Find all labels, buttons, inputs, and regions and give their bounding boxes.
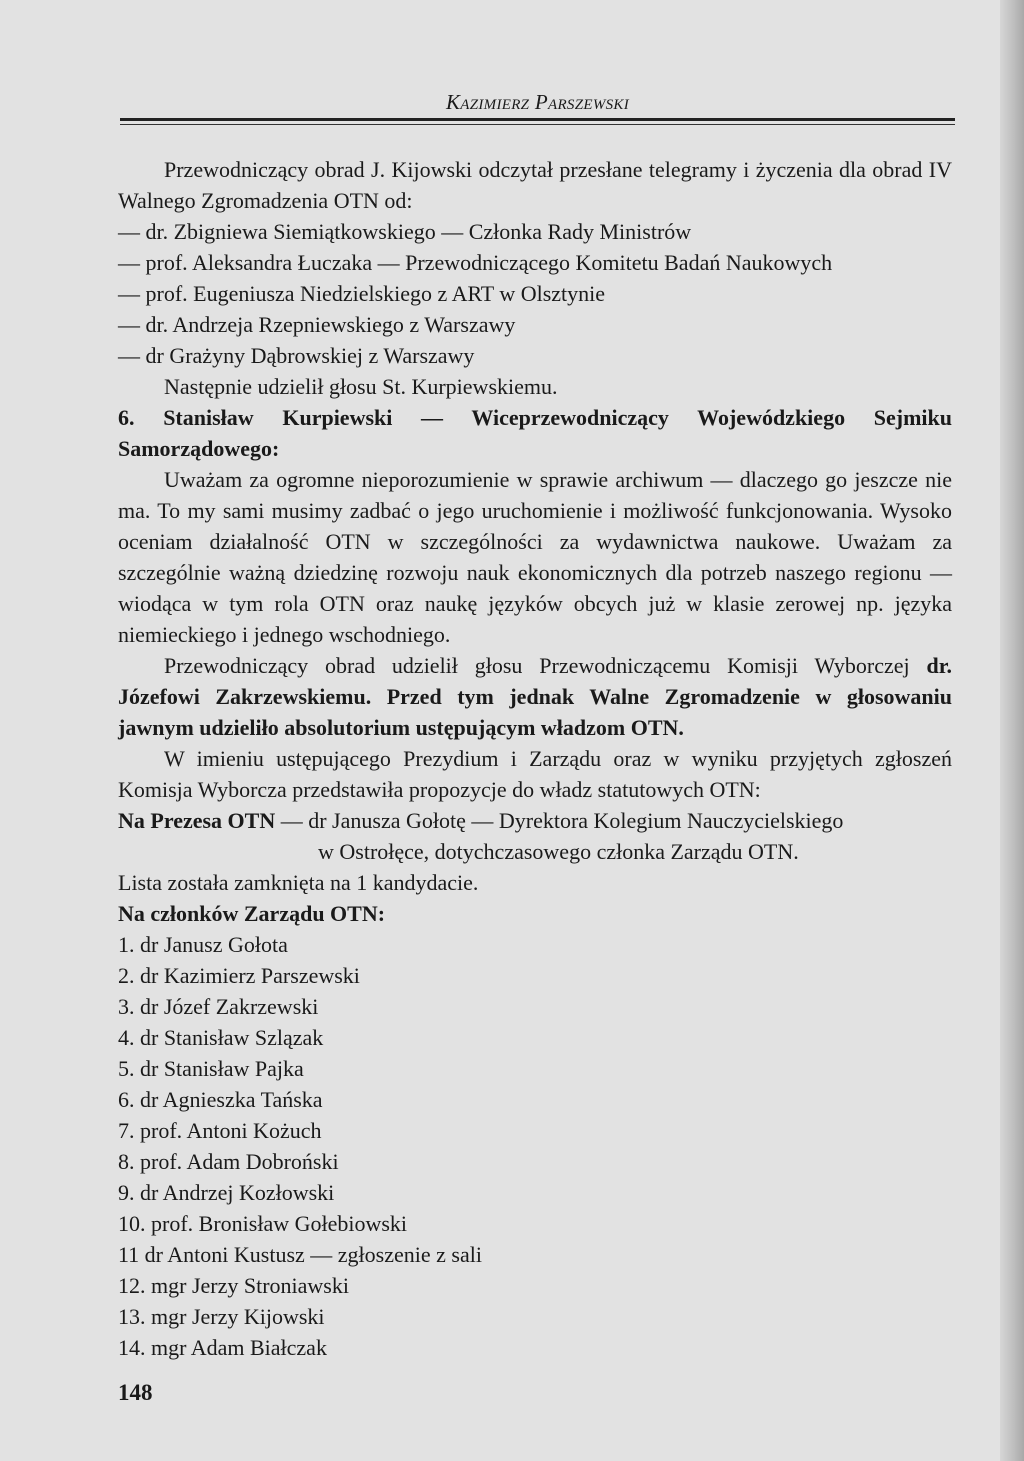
telegram-sender: — dr. Andrzeja Rzepniewskiego z Warszawy xyxy=(118,312,516,337)
president-candidate xyxy=(118,805,952,836)
paragraph-telegrams: Przewodniczący obrad J. Kijowski odczytał przesłane telegramy i życzenia dla obrad IV Walnego Zgromadzenia OTN od: xyxy=(118,157,952,213)
absolutorium-bold: dr. Józefowi Zakrzewskiemu. Przed tym jednak Walne Zgromadzenie w głosowaniu jawnym udzieliło absolutorium ustępującym władzom OTN. xyxy=(118,653,952,740)
absolutorium-normal: Przewodniczący obrad udzielił głosu Przewodniczącemu Komisji Wyborczej xyxy=(164,653,927,678)
running-head: Kazimierz Parszewski xyxy=(445,90,630,114)
telegram-sender: — dr Grażyny Dąbrowskiej z Warszawy xyxy=(118,343,475,368)
telegram-sender: — dr. Zbigniewa Siemiątkowskiego — Członka Rady Ministrów xyxy=(118,219,692,244)
page-edge xyxy=(1000,0,1024,1461)
member-item: 10. prof. Bronisław Gołebiowski xyxy=(118,1211,408,1236)
telegram-sender: — prof. Eugeniusza Niedzielskiego z ART w Olsztynie xyxy=(118,281,606,306)
paragraph-proposals: W imieniu ustępującego Prezydium i Zarządu oraz w wyniku przyjętych zgłoszeń Komisja Wyborcza przedstawiła propozycje do władz statutowych OTN: xyxy=(118,746,952,802)
member-item: 3. dr Józef Zakrzewski xyxy=(118,994,319,1019)
telegram-sender: — prof. Aleksandra Łuczaka — Przewodniczącego Komitetu Badań Naukowych xyxy=(118,250,833,275)
member-item: 9. dr Andrzej Kozłowski xyxy=(118,1180,335,1205)
member-item: 8. prof. Adam Dobroński xyxy=(118,1149,339,1174)
member-item: 2. dr Kazimierz Parszewski xyxy=(118,963,360,988)
member-item: 4. dr Stanisław Szlązak xyxy=(118,1025,324,1050)
page-number: 148 xyxy=(118,1380,153,1405)
member-item: 1. dr Janusz Gołota xyxy=(118,932,288,957)
president-candidate-text: — dr Janusza Gołotę — Dyrektora Kolegium Nauczycielskiego xyxy=(275,808,844,833)
paragraph-next-speaker: Następnie udzielił głosu St. Kurpiewskiemu. xyxy=(164,374,558,399)
member-item: 7. prof. Antoni Kożuch xyxy=(118,1118,322,1143)
paragraph-absolutorium xyxy=(118,650,952,743)
member-item: 5. dr Stanisław Pajka xyxy=(118,1056,304,1081)
member-item: 14. mgr Adam Białczak xyxy=(118,1335,327,1360)
member-item: 6. dr Agnieszka Tańska xyxy=(118,1087,323,1112)
page-body xyxy=(118,154,952,1363)
president-candidate-cont: w Ostrołęce, dotychczasowego członka Zarządu OTN. xyxy=(318,839,799,864)
member-item: 12. mgr Jerzy Stroniawski xyxy=(118,1273,349,1298)
header-rule-thick xyxy=(120,118,955,121)
header-rule-thin xyxy=(120,124,955,125)
paragraph-speech: Uważam za ogromne nieporozumienie w sprawie archiwum — dlaczego go jeszcze nie ma. To my sami musimy zadbać o jego uruchomienie i możliwość funkcjonowania. Wysoko oceniam działalność OTN w szczególności za wydawnictwa naukowe. Uważam za szczególnie ważną dziedzinę rozwoju nauk ekonomicznych dla potrzeb naszego regionu — wiodąca w tym rola OTN oraz naukę języków obcych już w klasie zerowej np. języka niemieckiego i jednego wschodniego. xyxy=(118,467,952,647)
members-heading: Na członków Zarządu OTN: xyxy=(118,901,386,926)
list-closed-note: Lista została zamknięta na 1 kandydacie. xyxy=(118,870,479,895)
speaker-heading: 6. Stanisław Kurpiewski — Wiceprzewodniczący Wojewódzkiego Sejmiku Samorządowego: xyxy=(118,405,952,461)
member-item: 11 dr Antoni Kustusz — zgłoszenie z sali xyxy=(118,1242,482,1267)
president-label: Na Prezesa OTN xyxy=(118,808,276,833)
member-item: 13. mgr Jerzy Kijowski xyxy=(118,1304,325,1329)
